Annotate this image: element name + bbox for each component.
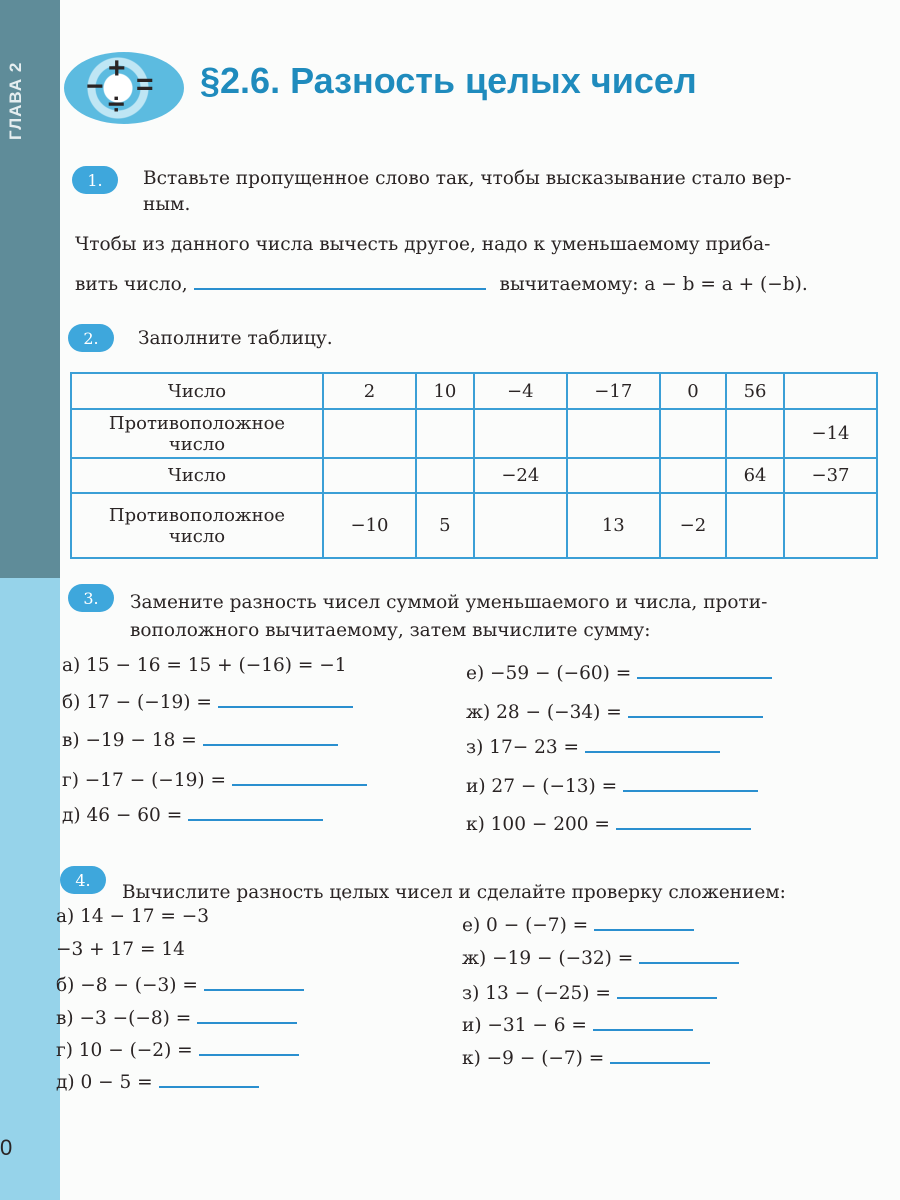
exercise-item: [62, 692, 353, 713]
numbers-table: [70, 372, 878, 559]
minus-symbol: −: [86, 70, 104, 103]
expression: б) 17 − (−19) =: [62, 692, 212, 713]
page-number: 0: [0, 1135, 13, 1160]
exercise-item: [56, 975, 304, 996]
expression: в) −19 − 18 =: [62, 730, 197, 751]
table-cell: 13: [567, 493, 660, 558]
chapter-label: ГЛАВА 2: [6, 61, 25, 140]
table-cell: −24: [474, 458, 567, 493]
ex1-formula: вычитаемому: a − b = a + (−b).: [499, 274, 808, 295]
exercise-item: [466, 814, 751, 835]
table-cell: −37: [784, 458, 877, 493]
exercise-item: [462, 948, 739, 969]
exercise-item: [62, 770, 367, 791]
exercise-item: [56, 1040, 299, 1061]
exercise-item: [62, 655, 347, 676]
exercise-item: [462, 983, 717, 1004]
row-label: [71, 458, 323, 493]
table-cell: −2: [660, 493, 726, 558]
table-row: [71, 409, 877, 458]
expression: ж) 28 − (−34) =: [466, 702, 622, 723]
table-cell[interactable]: [416, 458, 474, 493]
answer-blank[interactable]: [585, 750, 720, 753]
answer-blank[interactable]: [628, 715, 763, 718]
table-cell: −14: [784, 409, 877, 458]
ex3-prompt-cont: воположного вычитаемому, затем вычислите сумму:: [130, 620, 651, 641]
exercise-item: [62, 805, 323, 826]
table-cell[interactable]: [660, 409, 726, 458]
table-cell: 0: [660, 373, 726, 409]
table-cell[interactable]: [474, 409, 567, 458]
exercise-item: [62, 730, 338, 751]
row-label: [71, 373, 323, 409]
table-row: [71, 373, 877, 409]
exercise-item: [56, 1072, 259, 1093]
exercise-item: [462, 1015, 693, 1036]
table-cell: 5: [416, 493, 474, 558]
row-label-line: число: [168, 525, 226, 547]
exercise-2-badge: 2.: [68, 324, 114, 352]
table-cell: −10: [323, 493, 416, 558]
ex1-prompt: Вставьте пропущенное слово так, чтобы высказывание стало вер-: [143, 168, 792, 189]
expression: к) 100 − 200 =: [466, 814, 610, 835]
row-label-line: число: [168, 433, 226, 455]
exercise-1-badge: 1.: [72, 166, 118, 194]
expression: з) 17− 23 =: [466, 737, 580, 758]
expression: е) 0 − (−7) =: [462, 915, 589, 936]
table-cell[interactable]: [726, 493, 784, 558]
answer-blank[interactable]: [610, 1061, 710, 1064]
exercise-item: [56, 939, 185, 960]
row-label: [71, 409, 323, 458]
expression: а) 15 − 16 = 15 + (−16) = −1: [62, 655, 347, 676]
row-label: [71, 493, 323, 558]
math-symbols-logo-icon: [64, 52, 184, 124]
ex2-prompt: Заполните таблицу.: [138, 328, 333, 349]
expression: в) −3 −(−8) =: [56, 1008, 192, 1029]
table-cell[interactable]: [416, 409, 474, 458]
exercise-item: [466, 776, 758, 797]
answer-blank[interactable]: [218, 705, 353, 708]
answer-blank[interactable]: [197, 1021, 297, 1024]
table-cell[interactable]: [784, 373, 877, 409]
divide-symbol: ÷: [108, 88, 125, 121]
table-cell[interactable]: [726, 409, 784, 458]
ex4-prompt: Вычислите разность целых чисел и сделайте проверку сложением:: [122, 882, 786, 903]
table-cell[interactable]: [323, 409, 416, 458]
answer-blank[interactable]: [593, 1028, 693, 1031]
row-label-line: Число: [167, 380, 227, 402]
answer-blank[interactable]: [159, 1085, 259, 1088]
expression: ж) −19 − (−32) =: [462, 948, 634, 969]
expression: з) 13 − (−25) =: [462, 983, 611, 1004]
table-cell[interactable]: [323, 458, 416, 493]
expression: и) 27 − (−13) =: [466, 776, 618, 797]
expression: а) 14 − 17 = −3: [56, 906, 210, 927]
ex1-prompt-cont: ным.: [143, 194, 191, 215]
expression: д) 0 − 5 =: [56, 1072, 153, 1093]
ex1-statement: Чтобы из данного числа вычесть другое, надо к уменьшаемому приба-: [75, 234, 771, 255]
table-cell: 64: [726, 458, 784, 493]
exercise-item: [466, 737, 720, 758]
row-label-line: Число: [167, 465, 227, 486]
expression: г) −17 − (−19) =: [62, 770, 226, 791]
answer-blank[interactable]: [199, 1053, 299, 1056]
answer-blank[interactable]: [617, 996, 717, 999]
table-cell[interactable]: [660, 458, 726, 493]
answer-blank[interactable]: [204, 988, 304, 991]
expression: к) −9 − (−7) =: [462, 1048, 605, 1069]
exercise-3-badge: 3.: [68, 584, 114, 612]
plus-symbol: +: [108, 52, 126, 85]
answer-blank[interactable]: [637, 676, 772, 679]
table-row: [71, 458, 877, 493]
exercise-item: [466, 663, 772, 684]
expression: и) −31 − 6 =: [462, 1015, 587, 1036]
answer-blank[interactable]: [232, 783, 367, 786]
answer-blank[interactable]: [188, 818, 323, 821]
table-cell: −4: [474, 373, 567, 409]
table-cell[interactable]: [567, 458, 660, 493]
page-title: §2.6. Разность целых чисел: [200, 60, 697, 101]
answer-blank[interactable]: [623, 789, 758, 792]
equals-symbol: =: [136, 68, 154, 101]
answer-blank[interactable]: [203, 743, 338, 746]
table-cell: 10: [416, 373, 474, 409]
table-cell: 2: [323, 373, 416, 409]
table-cell: 56: [726, 373, 784, 409]
ex1-statement-cont: [75, 274, 808, 295]
expression: −3 + 17 = 14: [56, 939, 185, 960]
table-cell[interactable]: [784, 493, 877, 558]
row-label-line: Противоположное: [108, 504, 286, 526]
table-cell[interactable]: [474, 493, 567, 558]
answer-blank[interactable]: [194, 287, 486, 290]
ex3-prompt: Замените разность чисел суммой уменьшаемого и числа, проти-: [130, 592, 768, 613]
table-row: [71, 493, 877, 558]
margin-strip: [0, 578, 60, 1200]
expression: г) 10 − (−2) =: [56, 1040, 193, 1061]
exercise-4-badge: 4.: [60, 866, 106, 894]
expression: б) −8 − (−3) =: [56, 975, 198, 996]
row-label-line: Противоположное: [108, 412, 286, 434]
exercise-item: [56, 1008, 297, 1029]
table-cell: −17: [567, 373, 660, 409]
answer-blank[interactable]: [616, 827, 751, 830]
exercise-item: [462, 1048, 710, 1069]
exercise-item: [56, 906, 209, 927]
answer-blank[interactable]: [639, 961, 739, 964]
expression: е) −59 − (−60) =: [466, 663, 632, 684]
exercise-item: [466, 702, 763, 723]
table-cell[interactable]: [567, 409, 660, 458]
exercise-item: [462, 915, 694, 936]
answer-blank[interactable]: [594, 928, 694, 931]
expression: д) 46 − 60 =: [62, 805, 183, 826]
ex1-text: вить число,: [75, 274, 188, 295]
